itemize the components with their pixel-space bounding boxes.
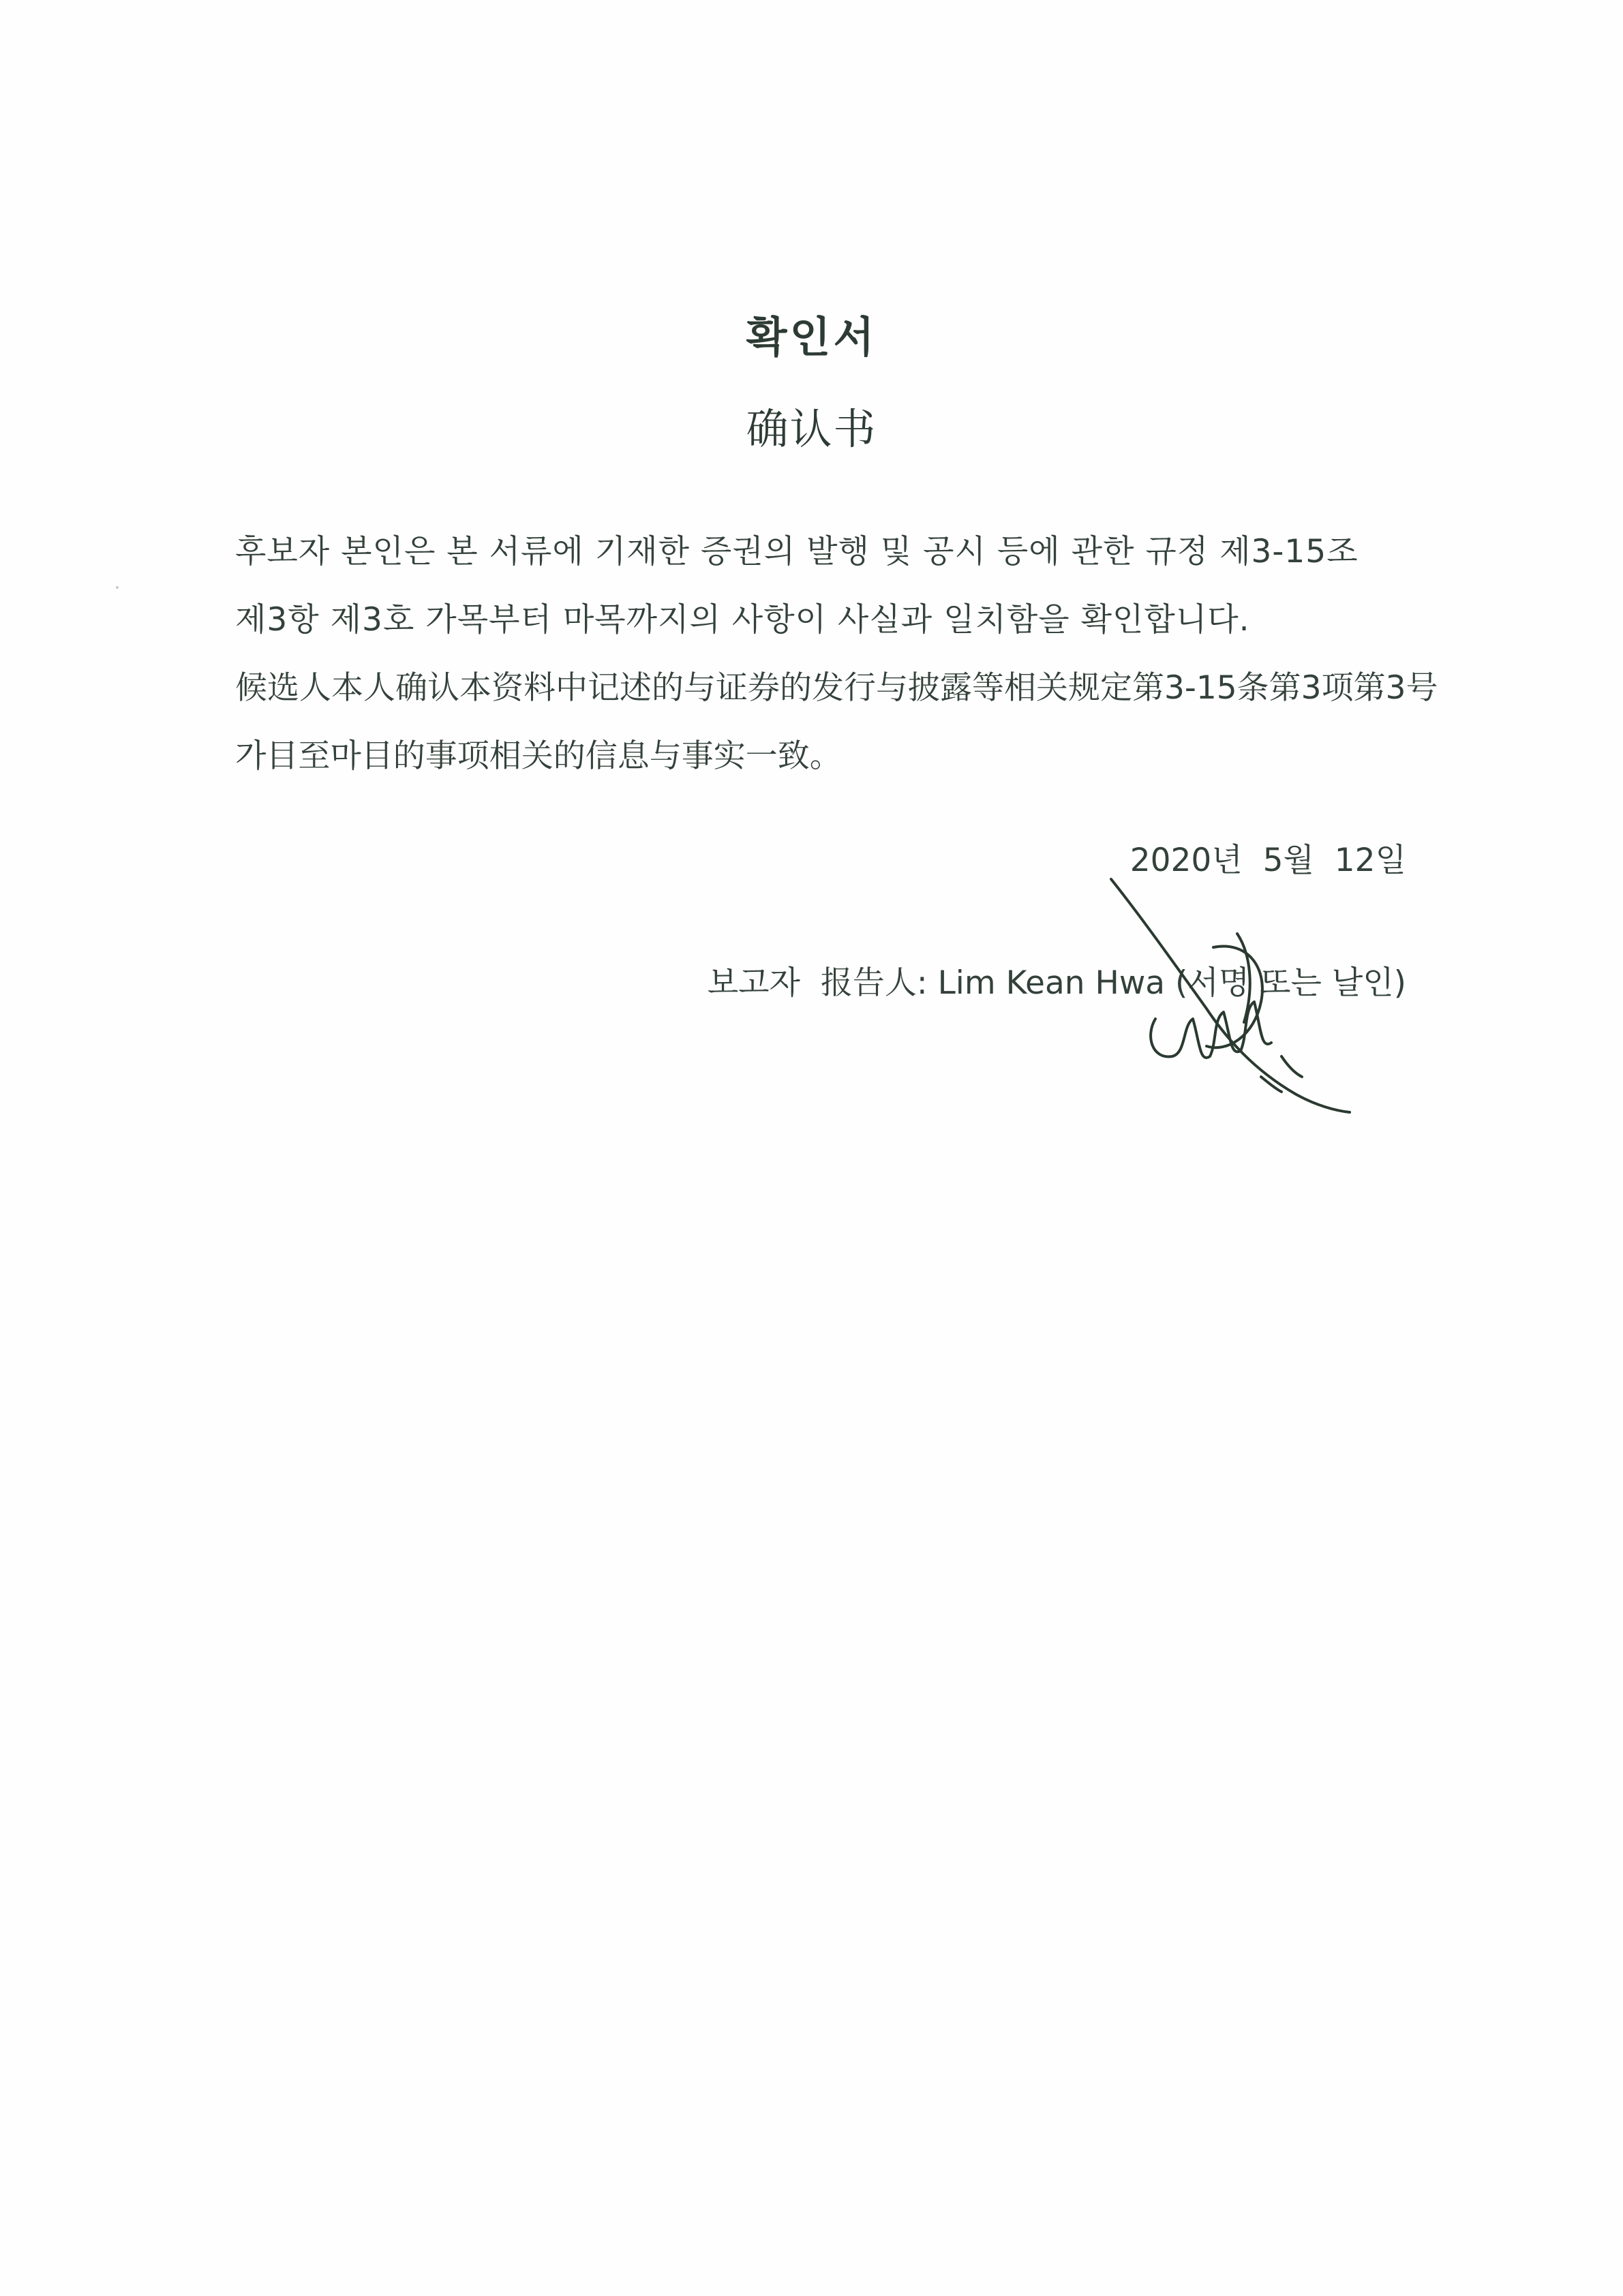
body-korean-line-1: 후보자 본인은 본 서류에 기재한 증권의 발행 및 공시 등에 관한 규정 제3-15조 <box>235 533 1359 570</box>
body-chinese <box>235 654 1438 791</box>
body-chinese-line-1: 候选人本人确认本资料中记述的与证券的发行与披露等相关规定第3-15条第3项第3号 <box>235 669 1438 707</box>
document-date: 2020년 5월 12일 <box>1129 842 1406 879</box>
reporter-line: 보고자 报告人: Lim Kean Hwa (서명 또는 날인) <box>707 964 1406 1002</box>
handwritten-signature <box>1091 872 1363 1131</box>
body-korean-line-2: 제3항 제3호 가목부터 마목까지의 사항이 사실과 일치함을 확인합니다. <box>235 601 1250 639</box>
body-chinese-line-2: 가目至마目的事项相关的信息与事实一致。 <box>235 737 842 775</box>
scan-speck <box>116 586 119 589</box>
body-korean <box>235 518 1408 654</box>
title-korean: 확인서 <box>746 312 877 362</box>
title-chinese: 确认书 <box>746 404 877 454</box>
